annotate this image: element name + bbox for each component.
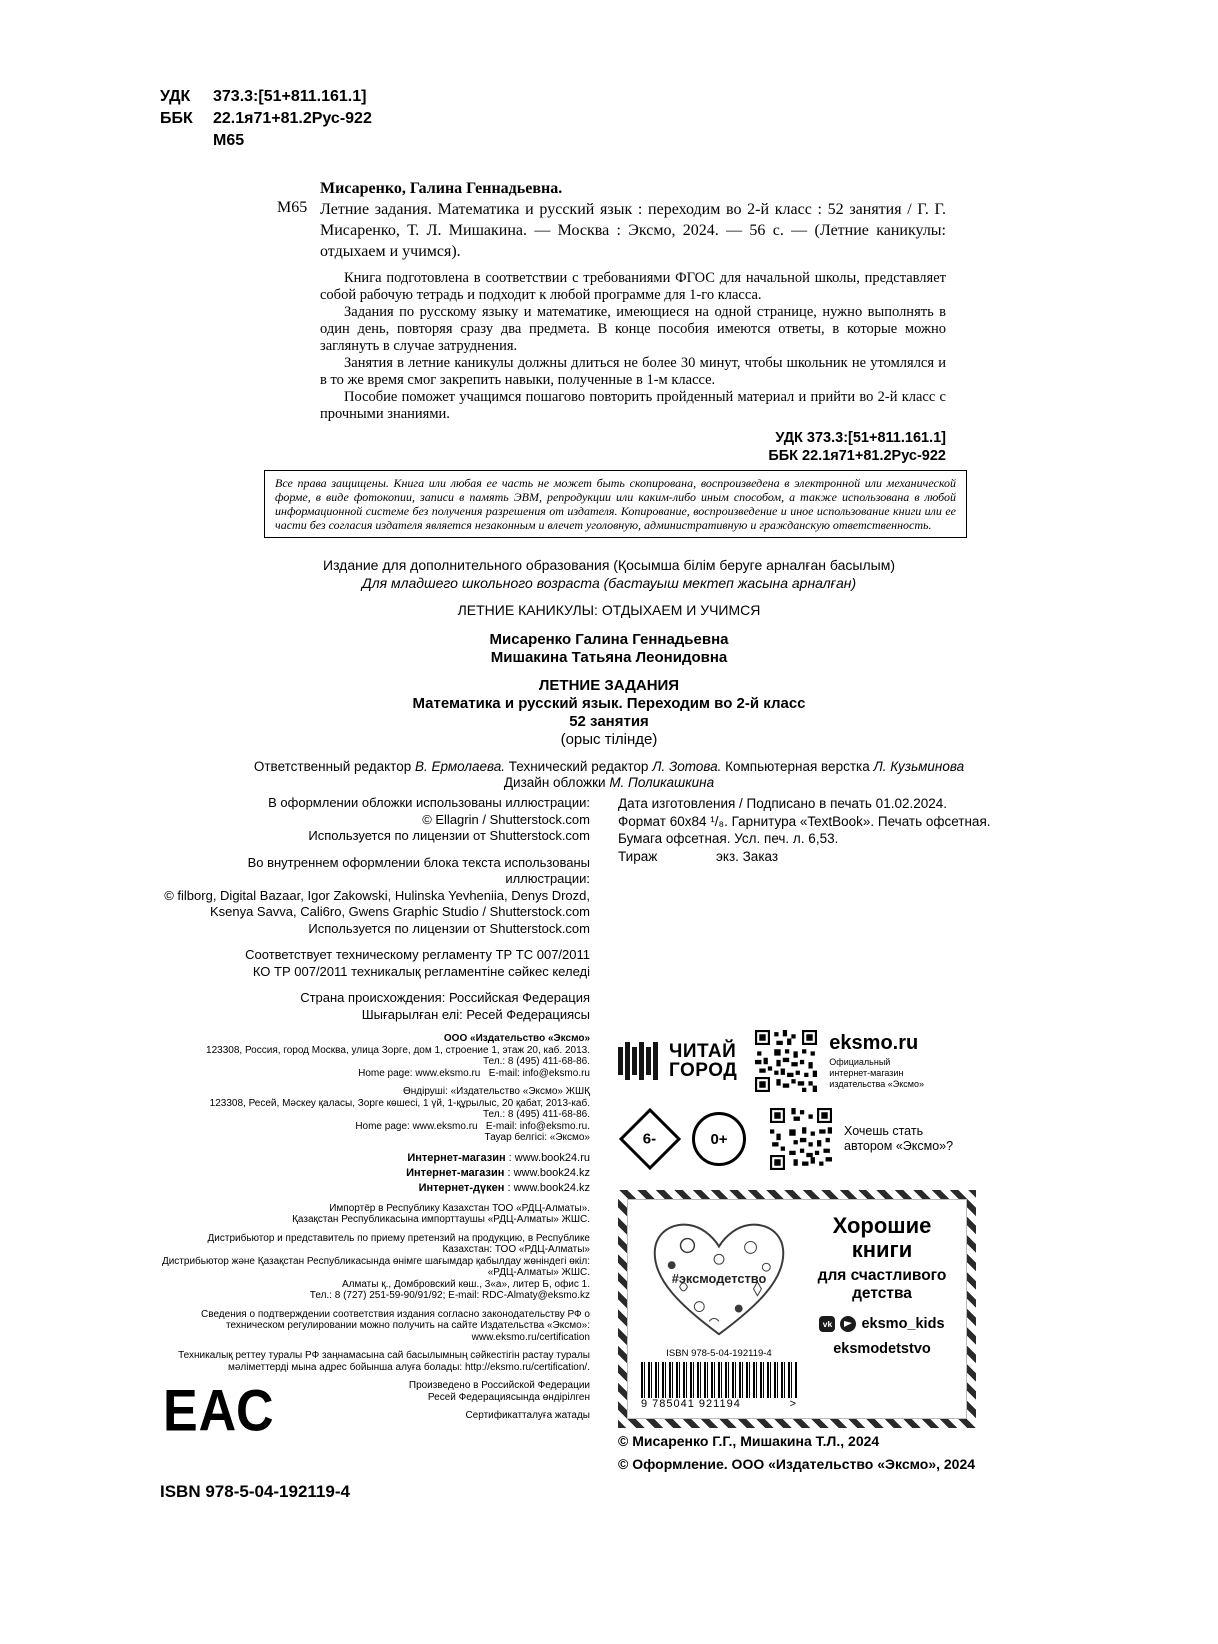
book-sessions: 52 занятия — [569, 713, 649, 730]
doodle-heart-illustration — [640, 1208, 798, 1346]
producer-web: Home page: www.eksmo.ru E-mail: info@eksmo.ru. — [355, 1120, 590, 1132]
certification-note-line: Сертификатталуға жатады — [465, 1410, 590, 1421]
margin-author-sign: М65 — [277, 199, 308, 216]
author-sign: М65 — [213, 132, 245, 149]
author-name: Мисаренко Галина Геннадьевна — [489, 631, 729, 648]
author-heading: Мисаренко, Галина Геннадьевна. — [320, 180, 563, 197]
editor-name: Л. Зотова. — [652, 759, 722, 774]
audience-line: Издание для дополнительного образования (Қосымша білім беруге арналған басылым) — [323, 557, 895, 573]
barcode-end-mark: > — [789, 1398, 797, 1410]
udk-value: 373.3:[51+811.161.1] — [213, 88, 367, 105]
edition-block — [0, 556, 1218, 791]
design-name: М. Поликашкина — [609, 775, 715, 790]
author-sign-spacer — [160, 130, 213, 152]
stores-row — [618, 1030, 970, 1092]
made-in-line: Ресей Федерациясында өндірілген — [427, 1391, 590, 1403]
copyright-lines — [618, 1430, 975, 1476]
annotation-paragraph: Пособие поможет учащимся пошагово повторить пройденный материал и прийти во 2-й класс с прочными знаниями. — [320, 389, 946, 422]
book-title: ЛЕТНИЕ ЗАДАНИЯ — [538, 677, 680, 694]
country-of-origin — [160, 990, 590, 1023]
copyright-authors: © Мисаренко Г.Г., Мишакина Т.Л., 2024 — [618, 1433, 880, 1449]
isbn-number: ISBN 978-5-04-192119-4 — [160, 1482, 350, 1501]
bibliographic-block — [277, 178, 946, 465]
author-name: Мишакина Татьяна Леонидовна — [490, 649, 728, 666]
credit-line: Используется по лицензии от Shutterstock.com — [308, 828, 590, 843]
producer-name: Өндіруші: «Издательство «Эксмо» ЖШҚ — [403, 1086, 590, 1097]
publisher-web: Home page: www.eksmo.ru E-mail: info@eksmo.ru — [358, 1067, 590, 1079]
credit-line: Во внутреннем оформлении блока текста использованы иллюстрации: — [247, 854, 590, 886]
author-sign-row — [160, 130, 372, 152]
producer-address: 123308, Ресей, Мәскеу қаласы, Зорге көшесі, 1 үй, 1-құрылыс, 20 қабат, 2013-каб. — [209, 1097, 590, 1109]
vk-icon: vk — [819, 1316, 835, 1332]
store-label: Интернет-дүкен — [418, 1181, 505, 1194]
online-stores-group — [160, 1151, 590, 1196]
barcode — [641, 1362, 797, 1410]
print-tirazh-line — [618, 848, 1013, 866]
book-subtitle: Математика и русский язык. Переходим во 2-й класс — [412, 695, 806, 712]
regulation-line: Соответствует техническому регламенту ТР ТС 007/2011 — [245, 947, 590, 962]
distributor-phone: Тел.: 8 (727) 251-59-90/91/92; E-mail: RDC-Almaty@eksmo.kz — [309, 1290, 590, 1301]
promo-isbn: ISBN 978-5-04-192119-4 — [666, 1348, 772, 1359]
print-paper-line: Бумага офсетная. Усл. печ. л. 6,53. — [618, 831, 839, 846]
distributor-line: Дистрибьютор и представитель по приему претензий на продукцию, в Республике Казахстан: ТОО «РДЦ-Алматы» — [207, 1232, 590, 1255]
certification-line: Сведения о подтверждении соответствия издания согласно законодательству РФ о техническом регулировании можно получить на сайте Издательства «Эксмо»: www.eksmo.ru/certification — [201, 1308, 590, 1343]
udk-label: УДК — [160, 88, 191, 105]
telegram-icon — [840, 1316, 856, 1332]
print-date-line: Дата изготовления / Подписано в печать 01.02.2024. — [618, 796, 947, 811]
certification-info-ru — [160, 1309, 590, 1344]
store-url: : www.book24.kz — [507, 1181, 590, 1194]
annotation-paragraph: Занятия в летние каникулы должны длиться не более 30 минут, чтобы школьник не утомлялся и в то же время смог закрепить навыки, полученные в 1-м классе. — [320, 355, 946, 388]
udk-right: УДК 373.3:[51+811.161.1] — [775, 430, 946, 446]
bibliographic-description: Летние задания. Математика и русский язык : переходим во 2-й класс : 52 занятия / Г. Г. Мисаренко, Т. Л. Мишакина. — Москва : Эксмо, 2024. — 56 с. — (Летние каникулы: отдыхаем и учимся). — [320, 201, 946, 260]
author-signup-qr-code — [770, 1108, 832, 1170]
eksmo-ru-qr-code — [755, 1030, 817, 1092]
bbk-label: ББК — [160, 110, 193, 127]
publisher-phone: Тел.: 8 (495) 411-68-86. — [482, 1056, 590, 1067]
store-label: Интернет-магазин — [407, 1151, 506, 1164]
annotation-paragraph: Задания по русскому языку и математике, имеющиеся на одной странице, нужно выполнять в один день, повторяя сразу два предмета. В конце пособия имеются ответы, в которые можно заглянуть в случае затруднения. — [320, 304, 946, 354]
left-column — [160, 795, 590, 1429]
interior-illustrations-credit — [160, 855, 590, 938]
copyright-design: © Оформление. ООО «Издательство «Эксмо», 2024 — [618, 1456, 976, 1472]
copyright-notice-text: Все права защищены. Книга или любая ее часть не может быть скопирована, воспроизведена в электронной или механической форме, в виде фотокопии, записи в память ЭВМ, репродукции или каким-либо иным способом, а также использована в любой информационной системе без получения разрешения от издателя. Копирование, воспроизведение и иное использование книги или ее части без согласия издателя является незаконным и влечет уголовную, административную и гражданскую ответственность. — [275, 476, 956, 532]
author-signup-caption: Хочешь стать автором «Эксмо»? — [844, 1124, 954, 1153]
chitai-gorod-logo — [618, 1042, 737, 1080]
editor-name: В. Ермолаева. — [415, 759, 505, 774]
social-row-kids — [804, 1316, 960, 1332]
publisher-group-eksmo — [160, 1033, 590, 1079]
online-store-line — [160, 1166, 590, 1181]
importer-line: Қазақстан Республикасына импорттаушы «РДЦ-Алматы» ЖШС. — [292, 1214, 590, 1225]
technical-regulation — [160, 947, 590, 980]
bibliographic-entry — [277, 199, 946, 262]
promo-box-right — [804, 1208, 960, 1410]
origin-line: Страна происхождения: Российская Федерация — [300, 990, 590, 1005]
certification-line: Техникалық реттеу туралы РФ заңнамасына сай басылымның сәйкестігін растау туралы мәліметтерді мына адрес бойынша алуға болады: http://eksmo.ru/certification/. — [178, 1350, 590, 1373]
producer-phone: Тел.: 8 (495) 411-68-86. — [482, 1109, 590, 1120]
book-language-note: (орыс тілінде) — [560, 731, 658, 748]
classification-codes-right — [320, 429, 946, 465]
barcode-digits: 9 785041 921194 — [641, 1398, 741, 1410]
print-data-column — [618, 795, 1013, 865]
design-role: Дизайн обложки — [503, 775, 606, 790]
age-rating-circle-value: 0+ — [710, 1130, 728, 1148]
social-handle-detstvo: eksmodetstvo — [833, 1341, 931, 1357]
distributor-group — [160, 1233, 590, 1302]
cover-design-line — [0, 775, 1218, 791]
chitai-gorod-bars-icon — [618, 1042, 662, 1080]
bbk-value: 22.1я71+81.2Рус-922 — [213, 110, 372, 127]
editor-name: Л. Кузьминова — [873, 759, 965, 774]
importer-line: Импортёр в Республику Казахстан ТОО «РДЦ-Алматы». — [329, 1202, 590, 1214]
trademark-line: Тауар белгісі: «Эксмо» — [484, 1132, 590, 1143]
publisher-address: 123308, Россия, город Москва, улица Зорге, дом 1, строение 1, этаж 20, каб. 2013. — [206, 1044, 590, 1056]
tirazh-label: Тираж — [618, 848, 658, 864]
age-audience-line: Для младшего школьного возраста (бастауыш мектеп жасына арналған) — [361, 575, 857, 591]
print-format-line: Формат 60x84 ¹/₈. Гарнитура «TextBook». Печать офсетная. — [618, 813, 991, 829]
store-url: : www.book24.ru — [508, 1151, 590, 1164]
store-label: Интернет-магазин — [406, 1166, 505, 1179]
promo-box-left — [634, 1208, 804, 1410]
title-block — [0, 677, 1218, 749]
publisher-info — [160, 1033, 590, 1422]
chitai-gorod-wordmark — [669, 1042, 737, 1080]
social-handle: eksmo_kids — [861, 1316, 945, 1332]
bbk-row — [160, 108, 372, 130]
online-store-line — [160, 1151, 590, 1166]
annotation-paragraph: Книга подготовлена в соответствии с требованиями ФГОС для начальной школы, представляет собой рабочую тетрадь и подходит к любой программе для 1-го класса. — [320, 270, 946, 303]
promo-column — [618, 1030, 970, 1428]
eksmo-site-block — [829, 1033, 929, 1090]
editor-role: Компьютерная верстка — [725, 759, 870, 774]
classification-codes — [160, 86, 372, 152]
producer-group — [160, 1086, 590, 1144]
series-title: ЛЕТНИЕ КАНИКУЛЫ: ОТДЫХАЕМ И УЧИМСЯ — [457, 602, 761, 618]
promo-title: Хорошие книги — [832, 1213, 932, 1262]
credit-line: © Ellagrin / Shutterstock.com — [422, 811, 590, 827]
cover-illustrations-credit — [160, 795, 590, 845]
store-url: : www.book24.kz — [507, 1166, 590, 1179]
authors-block — [0, 631, 1218, 667]
age-rating-diamond — [619, 1108, 681, 1170]
online-store-line — [160, 1181, 590, 1196]
barcode-bars — [641, 1362, 797, 1398]
promo-box-inner — [627, 1199, 967, 1419]
regulation-line: КО ТР 007/2011 техникалық регламентіне сәйкес келеді — [252, 963, 590, 979]
udk-row — [160, 86, 372, 108]
distributor-address: Алматы қ., Домбровский көш., 3«а», литер Б, офис 1. — [341, 1278, 590, 1290]
gorod-word: ГОРОД — [669, 1060, 738, 1081]
tirazh-rest: экз. Заказ — [716, 848, 779, 864]
age-rating-row — [618, 1108, 970, 1170]
bbk-right: ББК 22.1я71+81.2Рус-922 — [768, 448, 946, 464]
eksmodetstvo-promo-box — [618, 1190, 976, 1428]
eksmo-site-url: eksmo.ru — [829, 1031, 919, 1054]
importer-group — [160, 1203, 590, 1226]
distributor-line: Дистрибьютор және Қазақстан Республикасында өнімге шағымдар қабылдау жөніндегі өкіл: «РДЦ-Алматы» ЖШС. — [161, 1255, 590, 1278]
publisher-name: ООО «Издательство «Эксмо» — [443, 1033, 590, 1044]
credit-line: © filborg, Digital Bazaar, Igor Zakowski, Hulinska Yevheniia, Denys Drozd, Ksenya Savva, Cali6ro, Gwens Graphic Studio / Shutterstock.com — [164, 887, 590, 919]
editor-role: Ответственный редактор — [253, 759, 412, 774]
age-rating-diamond-value: 6- — [643, 1130, 657, 1148]
hashtag-text: #эксмодетство — [671, 1270, 767, 1286]
certification-info-kk — [160, 1350, 590, 1373]
credit-line: В оформлении обложки использованы иллюстрации: — [268, 795, 590, 810]
chitai-word: ЧИТАЙ — [669, 1041, 737, 1062]
eksmo-site-caption: Официальный интернет-магазин издательства «Эксмо» — [829, 1056, 924, 1089]
barcode-digits-row — [641, 1398, 797, 1410]
editors-line — [0, 759, 1218, 775]
origin-line: Шығарылған елі: Ресей Федерациясы — [361, 1006, 590, 1022]
copyright-notice-box — [264, 470, 967, 538]
eac-conformity-mark: ЕАС — [163, 1379, 275, 1445]
age-rating-circle — [692, 1112, 746, 1166]
editor-role: Технический редактор — [508, 759, 649, 774]
promo-subtitle: для счастливого детства — [817, 1267, 947, 1302]
made-in-line: Произведено в Российской Федерации — [408, 1380, 590, 1391]
credit-line: Используется по лицензии от Shutterstock.com — [308, 920, 590, 936]
